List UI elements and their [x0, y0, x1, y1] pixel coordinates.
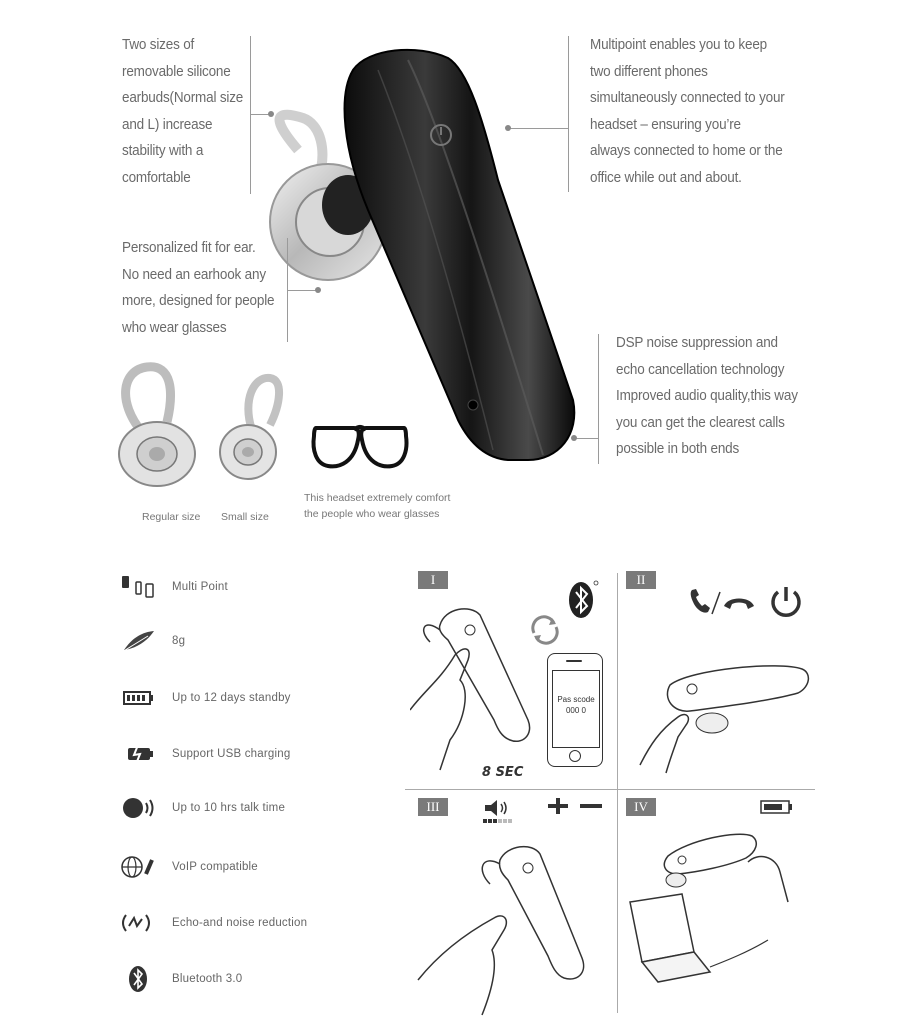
- callout-line: and L) increase: [122, 115, 213, 133]
- leader-line: [576, 438, 598, 439]
- noise-reduction-icon: [118, 908, 158, 938]
- bluetooth-icon: [118, 964, 158, 994]
- passcode-value: 000 0: [565, 706, 587, 715]
- phone-home-button: [569, 750, 581, 762]
- phone-speaker: [566, 660, 582, 662]
- volume-icon: [483, 798, 513, 826]
- feather-weight-icon: [118, 626, 158, 656]
- grid-divider-horizontal: [405, 789, 815, 790]
- callout-line: more, designed for people: [122, 292, 275, 309]
- callout-line: simultaneously connected to your: [590, 89, 785, 106]
- callout-line: who wear glasses: [122, 318, 227, 336]
- callout-line: No need an earhook any: [122, 265, 266, 283]
- multipoint-devices-icon: [118, 572, 158, 602]
- callout-line: comfortable: [122, 168, 191, 186]
- caption-regular-size: Regular size: [142, 511, 201, 523]
- usb-charging-icon: [118, 739, 158, 769]
- battery-standby-icon: [118, 683, 158, 713]
- leader-dot: [505, 125, 511, 131]
- leader-dot: [571, 435, 577, 441]
- feature-noise-reduction: [118, 908, 307, 938]
- voip-globe-icon: [118, 852, 158, 882]
- callout-divider: [598, 334, 599, 464]
- feature-label: Up to 12 days standby: [172, 692, 291, 704]
- callout-line: earbuds(Normal size: [122, 89, 244, 106]
- earbud-small-image: [212, 370, 287, 485]
- leader-line: [287, 290, 317, 291]
- step-tag-2: II: [626, 571, 656, 589]
- callout-line: always connected to home or the: [590, 142, 783, 159]
- headset-hero-image: [258, 40, 588, 470]
- leader-dot: [315, 287, 321, 293]
- feature-voip: [118, 852, 258, 882]
- talk-time-icon: [118, 793, 158, 823]
- caption-glasses-line: the people who wear glasses: [304, 508, 440, 520]
- callout-line: Two sizes of: [122, 36, 195, 53]
- feature-standby: [118, 683, 291, 713]
- call-answer-end-icon: [688, 586, 758, 618]
- power-icon: [768, 584, 804, 620]
- feature-label: Support USB charging: [172, 748, 291, 760]
- caption-glasses: [304, 490, 450, 522]
- leader-line: [250, 114, 270, 115]
- step-tag-1: I: [418, 571, 448, 589]
- callout-line: possible in both ends: [616, 440, 740, 457]
- earbud-regular-image: [112, 362, 202, 492]
- feature-label: 8g: [172, 635, 186, 647]
- leader-line: [510, 128, 568, 129]
- phone-display: [552, 670, 600, 748]
- bluetooth-icon: [566, 578, 600, 622]
- feature-bluetooth: [118, 964, 242, 994]
- callout-divider: [250, 36, 251, 194]
- callout-line: two different phones: [590, 62, 708, 80]
- callout-earbuds: [122, 32, 243, 191]
- callout-line: stability with a: [122, 142, 204, 159]
- callout-line: office while out and about.: [590, 168, 742, 186]
- leader-dot: [268, 111, 274, 117]
- caption-glasses-line: This headset extremely comfort: [304, 492, 451, 504]
- step-tag-4: IV: [626, 798, 656, 816]
- battery-charging-icon: [760, 799, 794, 815]
- volume-up-down-icon: [546, 798, 604, 814]
- feature-talk-time: [118, 793, 285, 823]
- callout-line: Improved audio quality,this way: [616, 387, 798, 404]
- feature-label: Multi Point: [172, 581, 228, 593]
- feature-usb-charging: [118, 739, 290, 769]
- grid-divider-vertical: [617, 573, 618, 1013]
- callout-line: DSP noise suppression and: [616, 334, 778, 351]
- feature-label: Up to 10 hrs talk time: [172, 802, 286, 814]
- passcode-label: Pas scode: [557, 695, 595, 704]
- glasses-icon: [310, 420, 410, 475]
- feature-label: Echo-and noise reduction: [172, 917, 308, 929]
- callout-multipoint: [590, 32, 785, 191]
- callout-line: you can get the clearest calls: [616, 413, 785, 431]
- step3-hand-headset-image: [412, 840, 597, 1020]
- feature-weight: [118, 626, 185, 656]
- caption-small-size: Small size: [221, 511, 269, 523]
- step1-hand-headset-image: [410, 600, 540, 780]
- step1-timer: 8 SEC: [482, 765, 524, 780]
- callout-line: headset – ensuring you’re: [590, 115, 741, 133]
- step2-hand-headset-image: [630, 655, 810, 775]
- callout-line: removable silicone: [122, 62, 231, 80]
- callout-divider: [568, 36, 569, 192]
- pairing-sync-icon: [528, 615, 562, 645]
- phone-pairing-screen: [547, 653, 603, 767]
- feature-multipoint: [118, 572, 228, 602]
- callout-fit: [122, 235, 274, 341]
- callout-line: Personalized fit for ear.: [122, 239, 256, 256]
- feature-label: Bluetooth 3.0: [172, 973, 243, 985]
- feature-label: VoIP compatible: [172, 861, 258, 873]
- step-tag-3: III: [418, 798, 448, 816]
- callout-dsp: [616, 330, 798, 463]
- callout-line: Multipoint enables you to keep: [590, 36, 767, 53]
- callout-line: echo cancellation technology: [616, 360, 785, 378]
- step4-charging-laptop-image: [628, 822, 808, 1017]
